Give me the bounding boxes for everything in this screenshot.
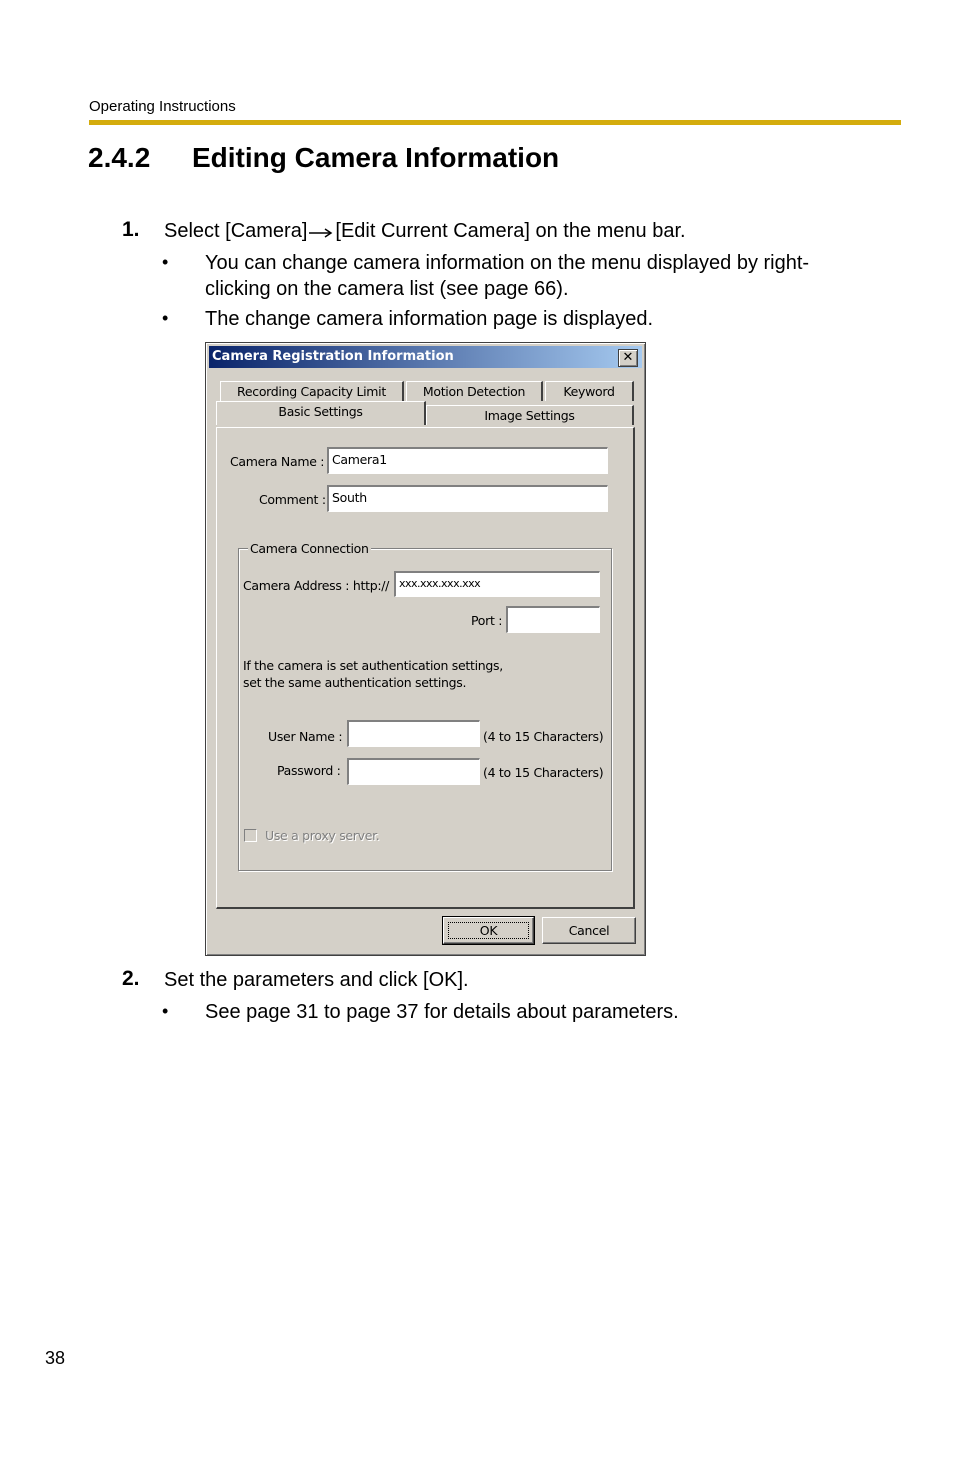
auth-note-line1: If the camera is set authentication settings, [243, 658, 503, 673]
bullet-icon: • [162, 252, 169, 272]
proxy-checkbox[interactable] [244, 829, 257, 842]
bullet-icon: • [162, 308, 169, 328]
step-1-text [164, 218, 686, 244]
arrow-right-icon [308, 226, 334, 238]
camera-name-field[interactable]: Camera1 [327, 447, 608, 474]
camera-name-label: Camera Name : [230, 454, 325, 469]
page-number: 38 [45, 1348, 66, 1368]
step-2-text: Set the parameters and click [OK]. [164, 969, 469, 991]
user-name-field[interactable] [347, 720, 480, 747]
step-1-bullet-1-line2: clicking on the camera list (see page 66). [205, 278, 569, 300]
running-header: Operating Instructions [89, 98, 236, 115]
camera-address-label: Camera Address : http:// [243, 578, 390, 593]
camera-address-field[interactable]: xxx.xxx.xxx.xxx [394, 571, 600, 597]
close-button[interactable] [618, 349, 638, 367]
camera-registration-dialog [205, 342, 646, 956]
proxy-label: Use a proxy server. [265, 828, 380, 843]
section-title: Editing Camera Information [192, 142, 560, 173]
comment-label: Comment : [259, 492, 326, 507]
ok-focus-rect [448, 922, 529, 939]
comment-field[interactable]: South [327, 485, 608, 512]
bullet-icon: • [162, 1001, 169, 1021]
ok-label: OK [479, 923, 498, 938]
step-2-number: 2. [122, 967, 140, 990]
step-1-bullet-1-line1: You can change camera information on the menu displayed by right- [205, 252, 810, 274]
step-1-bullet-1 [205, 250, 809, 302]
password-label: Password : [277, 763, 341, 778]
step-1-text-before: Select [Camera] [164, 220, 308, 242]
step-1-bullet-2: The change camera information page is displayed. [205, 308, 654, 330]
dialog-titlebar [209, 346, 642, 368]
cancel-label: Cancel [568, 923, 610, 938]
tab-keyword[interactable]: Keyword [545, 381, 634, 401]
ok-button[interactable] [443, 917, 534, 944]
auth-note-line2: set the same authentication settings. [243, 675, 467, 690]
password-field[interactable] [347, 758, 480, 785]
dialog-title: Camera Registration Information [212, 349, 454, 364]
tab-basic-settings[interactable]: Basic Settings [216, 401, 426, 425]
step-1-number: 1. [122, 218, 140, 241]
header-rule [89, 120, 901, 125]
cancel-button[interactable] [542, 917, 636, 944]
tab-recording-capacity-limit[interactable]: Recording Capacity Limit [220, 381, 404, 401]
port-label: Port : [471, 613, 503, 628]
user-name-hint: (4 to 15 Characters) [483, 729, 604, 744]
section-number: 2.4.2 [88, 142, 151, 173]
close-icon: ✕ [622, 350, 634, 365]
tab-motion-detection[interactable]: Motion Detection [406, 381, 543, 401]
password-hint: (4 to 15 Characters) [483, 765, 604, 780]
camera-connection-title: Camera Connection [250, 541, 369, 556]
port-field[interactable] [506, 606, 600, 633]
step-1-text-after: [Edit Current Camera] on the menu bar. [335, 220, 686, 242]
tab-image-settings[interactable]: Image Settings [426, 405, 634, 425]
user-name-label: User Name : [268, 729, 343, 744]
step-2-bullet-1: See page 31 to page 37 for details about parameters. [205, 1001, 679, 1023]
